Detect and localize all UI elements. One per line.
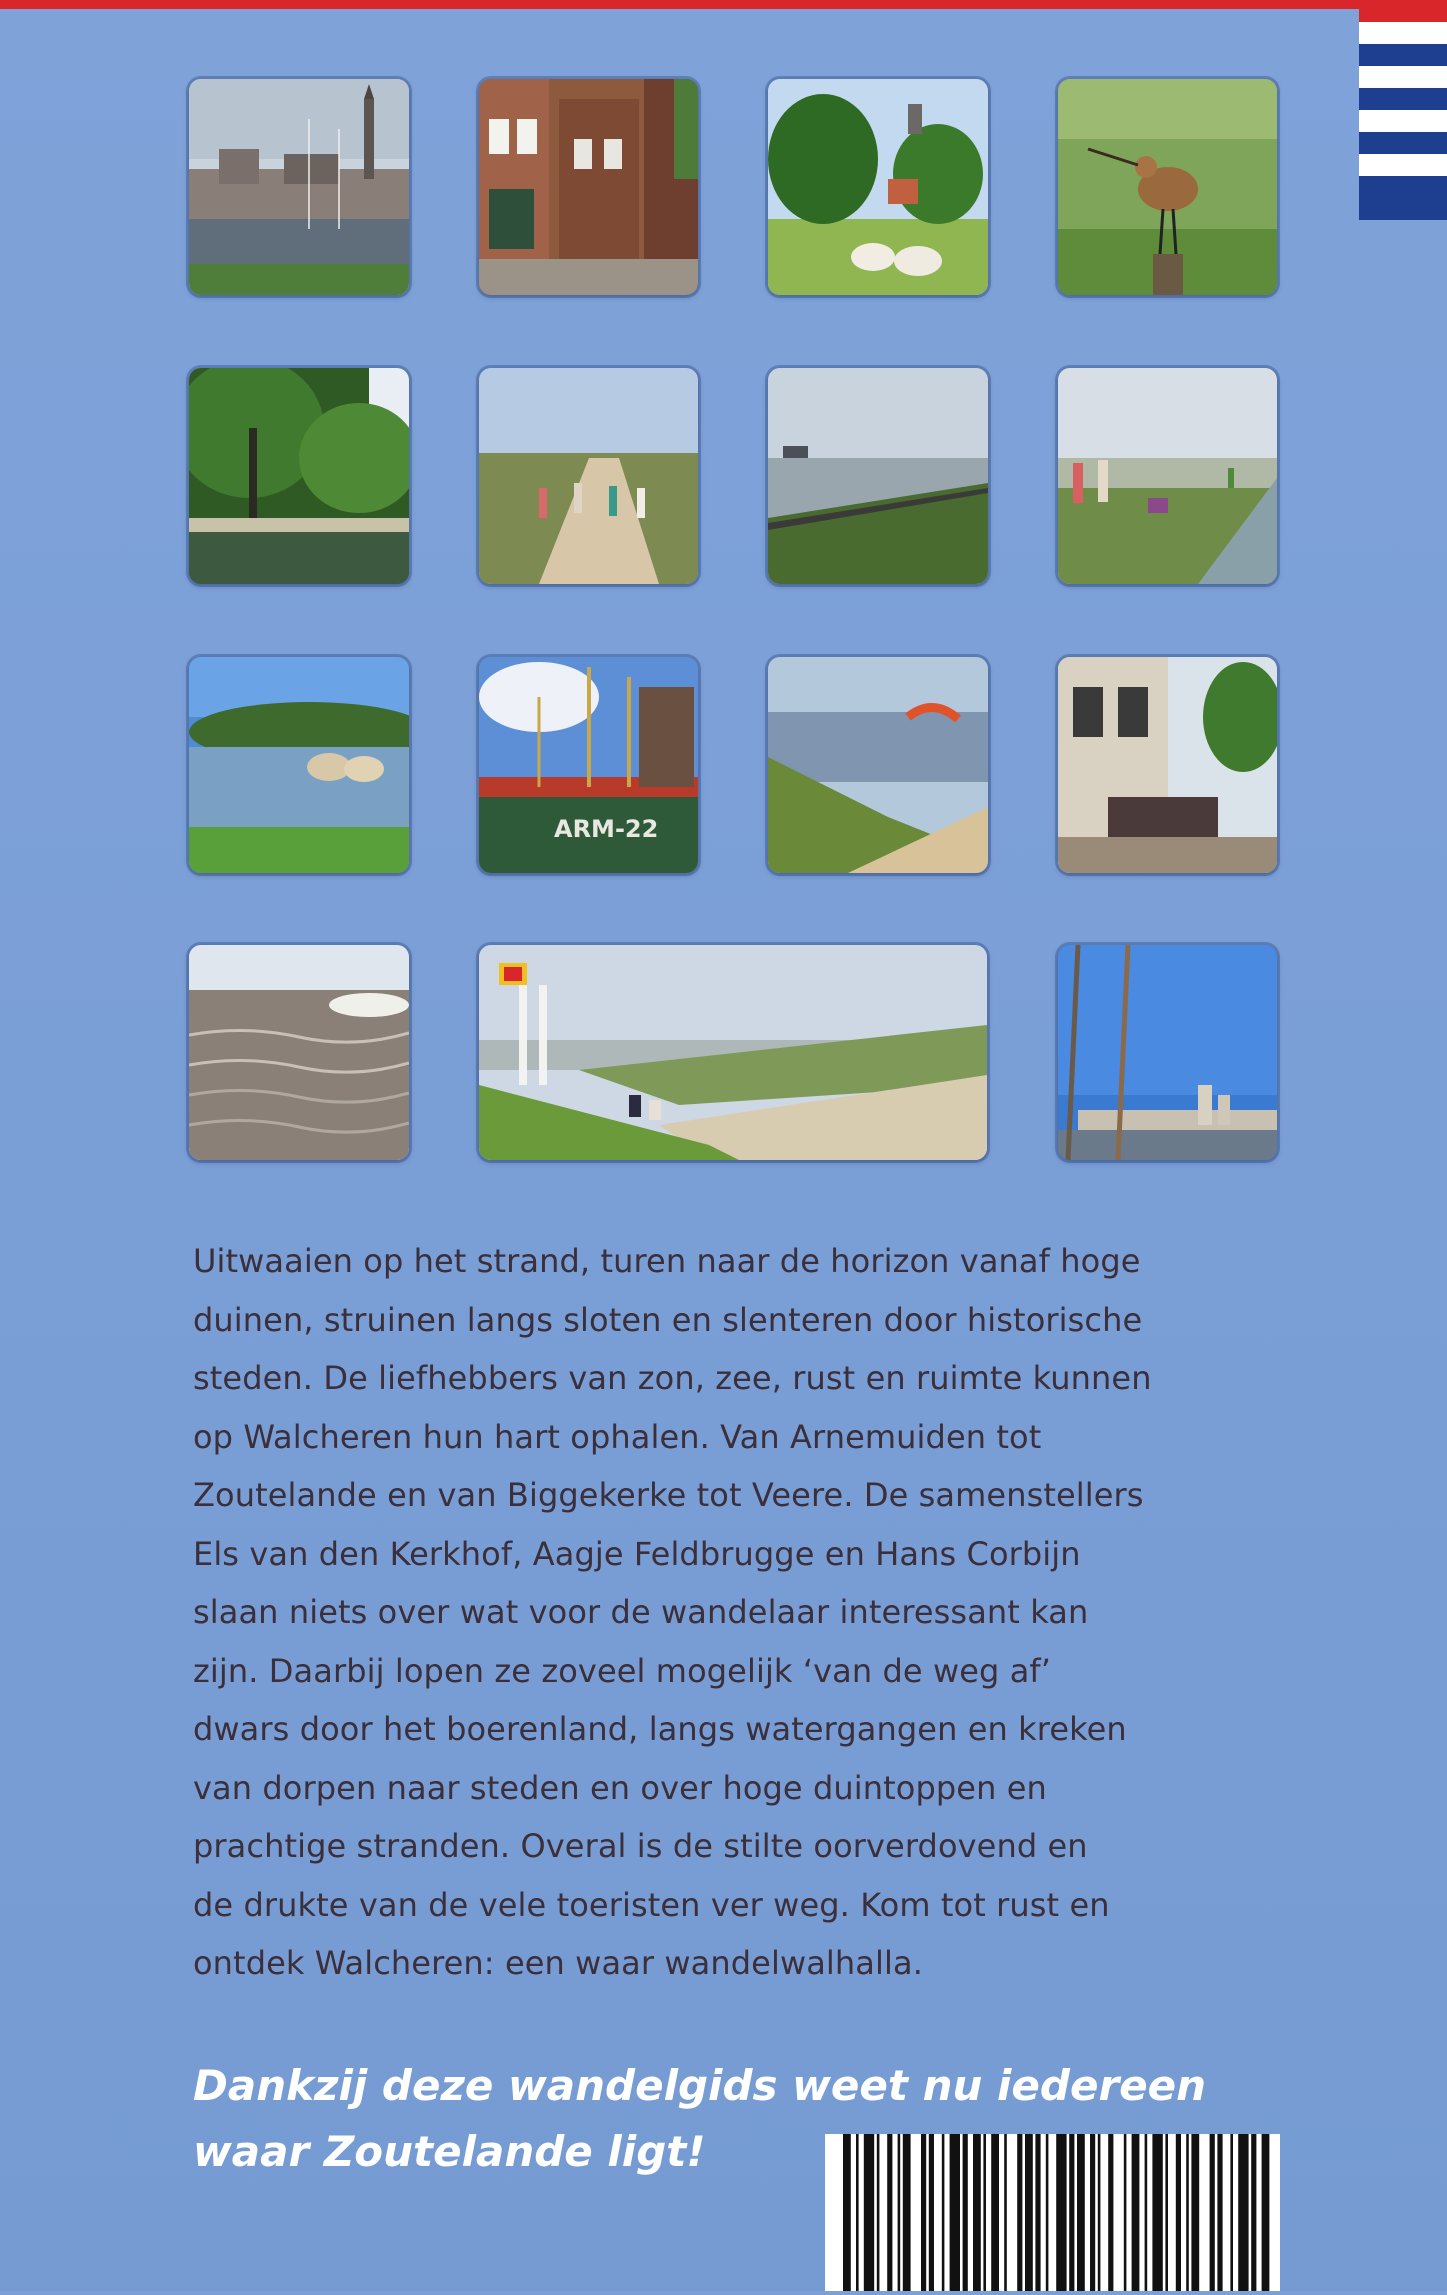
photo-ponies-water — [189, 657, 409, 873]
photo-tidal-beach — [189, 945, 409, 1160]
photo-old-houses — [479, 79, 698, 295]
barcode-bars-icon — [825, 2134, 1280, 2291]
description-line: de drukte van de vele toeristen ver weg. Kom tot rust en — [193, 1885, 1110, 1924]
photo-sheep-tree — [768, 79, 988, 295]
photo-beach-boulevard — [479, 945, 987, 1160]
photo-forest-pond — [189, 368, 409, 584]
photo-waterside-people — [1058, 368, 1277, 584]
photo-ship-sea — [768, 368, 988, 584]
description-line: Zoutelande en van Biggekerke tot Veere. De samenstellers — [193, 1476, 1144, 1514]
photo-terrace-street — [1058, 657, 1277, 873]
description-line: op Walcheren hun hart ophalen. Van Arnemuiden tot — [193, 1417, 1042, 1456]
photo-fishing-boat — [479, 657, 698, 873]
photo-godwit — [1058, 79, 1277, 295]
photo-city-skyline — [1058, 945, 1277, 1160]
description-line: dwars door het boerenland, langs watergangen en kreken — [193, 1710, 1127, 1748]
description-line: Els van den Kerkhof, Aagje Feldbrugge en Hans Corbijn — [193, 1534, 1081, 1573]
tagline-line-2: waar Zoutelande ligt! — [193, 2127, 706, 2176]
description-line: prachtige stranden. Overal is de stilte oorverdovend en — [193, 1827, 1088, 1865]
description-text — [193, 1232, 1303, 1993]
photo-dune-walkers — [479, 368, 698, 584]
description-line: steden. De liefhebbers van zon, zee, rust en ruimte kunnen — [193, 1359, 1152, 1397]
description-line: Uitwaaien op het strand, turen naar de horizon vanaf hoge — [193, 1242, 1141, 1280]
description-line: van dorpen naar steden en over hoge duintoppen en — [193, 1768, 1047, 1807]
tagline-line-1: Dankzij deze wandelgids weet nu iedereen — [193, 2061, 1207, 2110]
description-line: ontdek Walcheren: een waar wandelwalhalla. — [193, 1944, 923, 1982]
photo-paraglider — [768, 657, 988, 873]
description-line: zijn. Daarbij lopen ze zoveel mogelijk ‘van de weg af’ — [193, 1651, 1052, 1690]
flag-stripes-icon — [1359, 0, 1447, 220]
description-line: slaan niets over wat voor de wandelaar interessant kan — [193, 1593, 1089, 1631]
photo-harbor — [189, 79, 409, 295]
boat-label: ARM-22 — [554, 815, 659, 843]
description-line: duinen, struinen langs sloten en slenteren door historische — [193, 1300, 1143, 1339]
top-red-edge — [0, 0, 1447, 9]
barcode — [825, 2134, 1280, 2291]
